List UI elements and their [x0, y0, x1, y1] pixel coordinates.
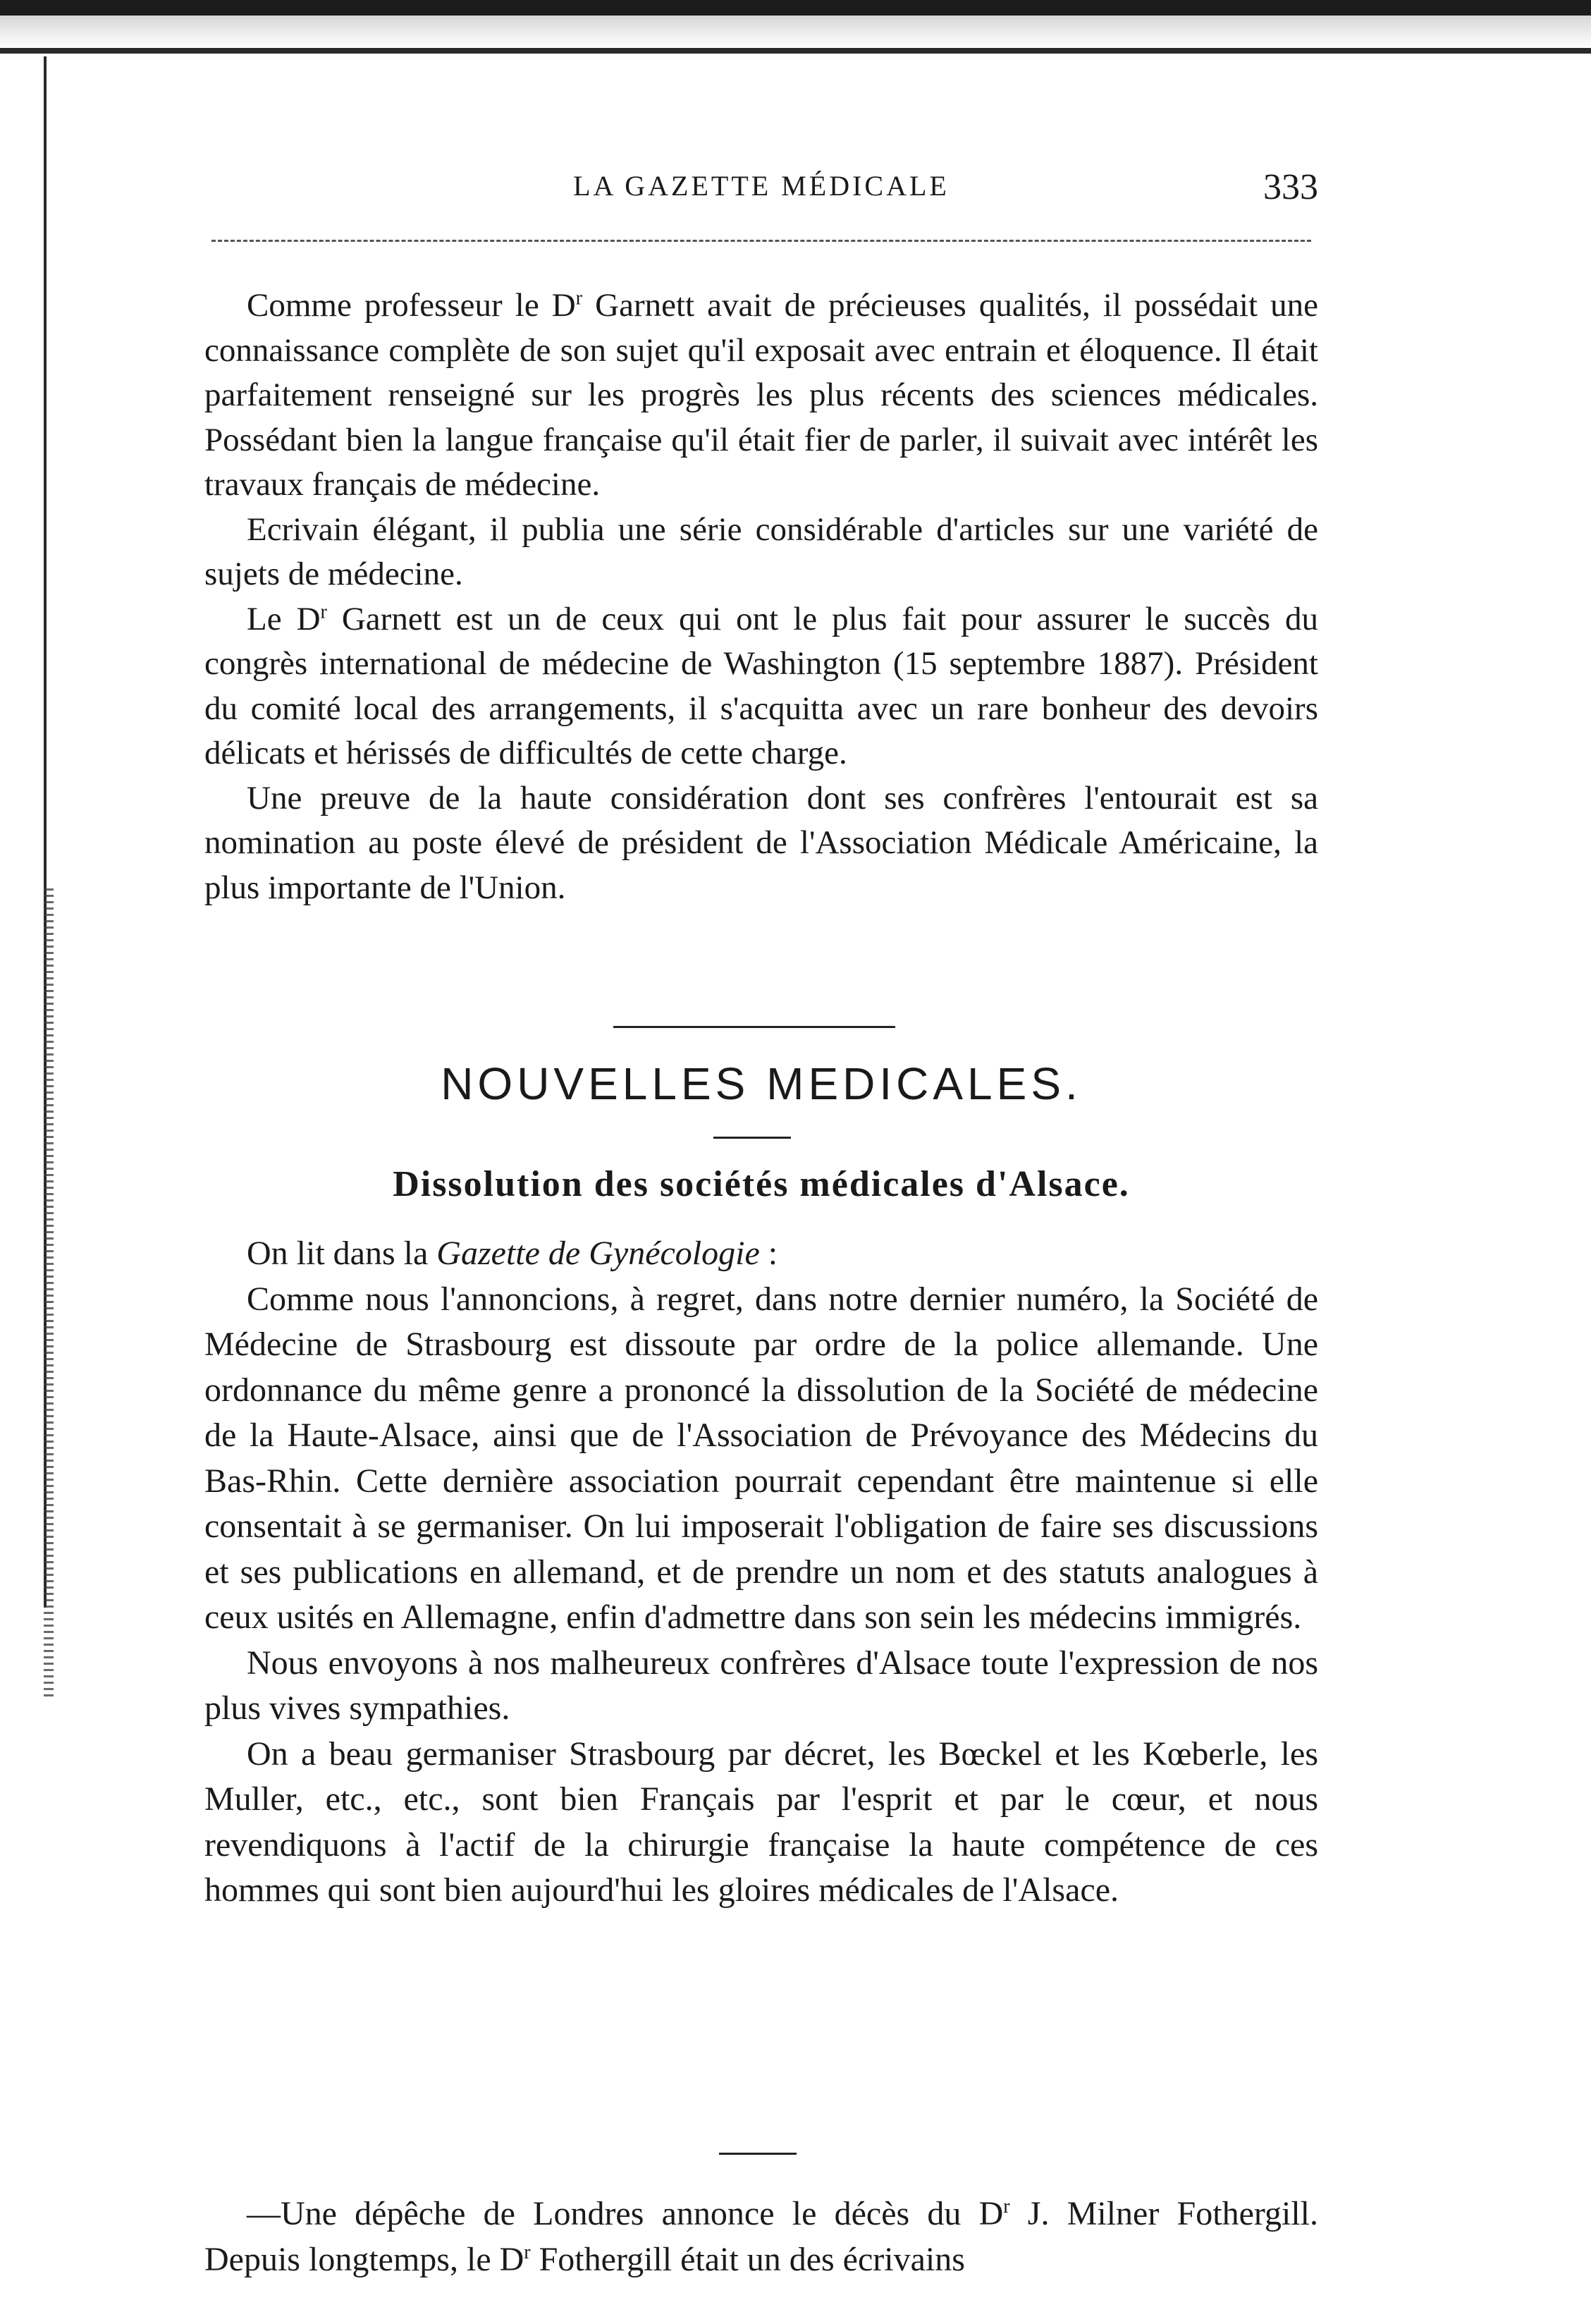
news-item: [204, 2191, 1318, 2282]
text-run: :: [759, 1235, 778, 1272]
paragraph: Une preuve de la haute considération dont ses confrères l'entourait est sa nomination au poste élevé de président de l'Association Médicale Américaine, la plus importante de l'Union.: [204, 779, 1318, 906]
page-number: 333: [1263, 167, 1318, 207]
scan-shadow: [0, 16, 1591, 48]
news-divider: [719, 2153, 797, 2155]
paragraph: Comme nous l'annoncions, à regret, dans notre dernier numéro, la Société de Médecine de Strasbourg est dissoute par ordre de la police allemande. Une ordonnance du même genre a prononcé la dissolution de la Société de médecine de la Haute-Alsace, ainsi que de l'Association de Prévoyance des Médecins du Bas-Rhin. Cette dernière association pourrait cependant être maintenue si elle consentait à se germaniser. On lui imposerait l'obligation de faire ses discussions et ses publications en allemand, et de prendre un nom et des statuts analogues à ceux usités en Allemagne, enfin d'admettre dans son sein les médecins immigrés.: [204, 1280, 1318, 1636]
superscript: r: [320, 600, 327, 623]
text-run: On lit dans la: [247, 1235, 437, 1272]
text-run: Le D: [247, 600, 321, 637]
text-run: Garnett avait de précieuses qualités, il possédait une connaissance complète de son sujet qu'il exposait avec entrain et éloquence. Il était parfaitement renseigné sur les progrès les plus récents des sciences médicales. Possédant bien la langue française qu'il était fier de parler, il suivait avec intérêt les travaux français de médecine.: [204, 287, 1318, 503]
text-run: —Une dépêche de Londres annonce le décès du D: [247, 2195, 1004, 2232]
text-run: J. Milner Fothergill. Depuis longtemps, le D: [204, 2195, 1319, 2278]
paragraph: Ecrivain élégant, il publia une série considérable d'articles sur une variété de sujets de médecine.: [204, 510, 1318, 592]
paragraph: [204, 283, 1318, 508]
text-run: Fothergill était un des écrivains: [530, 2240, 965, 2278]
section-heading: NOUVELLES MEDICALES.: [441, 1058, 1082, 1109]
header-rule: [211, 240, 1311, 242]
scan-top-rule: [0, 48, 1591, 54]
section-divider: [613, 1026, 895, 1028]
running-title: LA GAZETTE MÉDICALE: [573, 170, 950, 202]
paragraph: Nous envoyons à nos malheureux confrères d'Alsace toute l'expression de nos plus vives sympathies.: [204, 1644, 1318, 1727]
page-header: [204, 169, 1318, 219]
superscript: r: [524, 2241, 531, 2263]
text-run: Garnett est un de ceux qui ont le plus fait pour assurer le succès du congrès international de médecine de Washington (15 septembre 1887). Président du comité local des arrangements, il s'acquitta avec un rare bonheur des devoirs délicats et hérissés de difficultés de cette charge.: [204, 600, 1319, 771]
paragraph: On a beau germaniser Strasbourg par décret, les Bœckel et les Kœberle, les Muller, etc., etc., sont bien Français par l'esprit et par le cœur, et nous revendiquons à l'actif de la chirurgie française la haute compétence de ces hommes qui sont bien aujourd'hui les gloires médicales de l'Alsace.: [204, 1735, 1318, 1909]
obituary-text: [204, 283, 1318, 910]
paragraph: [204, 2191, 1318, 2282]
scan-top-border: [0, 0, 1591, 16]
journal-name: Gazette de Gynécologie: [436, 1235, 760, 1272]
text-run: Comme professeur le D: [247, 287, 576, 324]
paragraph: [204, 1231, 1318, 1277]
article-title: Dissolution des sociétés médicales d'Alsace.: [393, 1164, 1130, 1204]
heading-divider: [713, 1137, 791, 1139]
scan-left-noise: [44, 888, 54, 1699]
paragraph: [204, 597, 1318, 776]
news-text: [204, 1231, 1318, 1914]
superscript: r: [575, 287, 583, 310]
superscript: r: [1003, 2196, 1010, 2218]
